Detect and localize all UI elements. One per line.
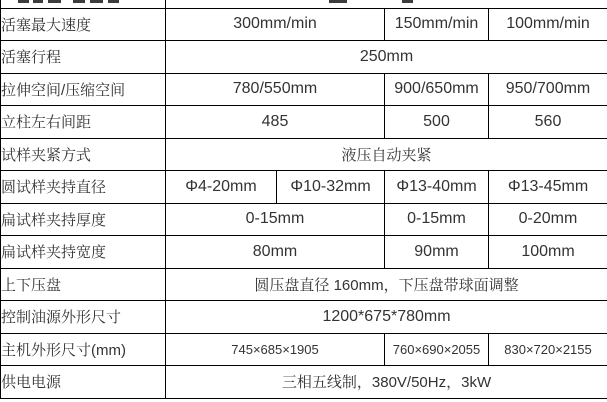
row-label-cell: 供电电源: [1, 366, 166, 399]
table-row-power-supply: [1, 366, 607, 399]
row-label-cell: 立柱左右间距: [1, 106, 166, 139]
row-value-cell: 三相五线制，380V/50Hz，3kW: [166, 366, 607, 399]
row-value-cell: 1200*675*780mm: [166, 301, 607, 334]
row-label-cell: 圆试样夹持直径: [1, 171, 166, 204]
row-value-cell: Φ10-32mm: [277, 171, 385, 204]
table-row-round-specimen-diameter: [1, 171, 607, 204]
row-value-cell: 300mm/min: [166, 8, 385, 41]
row-value-cell: 560: [489, 106, 607, 139]
clipped-text-fragment: [48, 0, 61, 3]
row-value-cell: Φ13-45mm: [489, 171, 607, 204]
row-label-cell: 试样夹紧方式: [1, 138, 166, 171]
row-label-cell: 活塞最大速度: [1, 8, 166, 41]
row-value-cell: 250mm: [166, 41, 607, 74]
row-value-cell: 760×690×2055: [385, 333, 489, 366]
row-value-cell: 150mm/min: [385, 8, 489, 41]
table-row-host-dimensions: [1, 333, 607, 366]
row-label-cell: [1, 0, 166, 8]
row-label-cell: 控制油源外形尺寸: [1, 301, 166, 334]
table-row-flat-specimen-thickness: [1, 203, 607, 236]
table-row-piston-stroke: [1, 41, 607, 74]
row-value-cell: 100mm: [489, 236, 607, 269]
row-value-cell: 500: [385, 106, 489, 139]
row-value-cell: 950/700mm: [489, 73, 607, 106]
clipped-text-fragment: [90, 0, 103, 3]
row-value-cell: 液压自动夹紧: [166, 138, 607, 171]
row-value-cell: 745×685×1905: [166, 333, 385, 366]
clipped-text-fragment: [329, 0, 347, 3]
row-value-cell: 0-20mm: [489, 203, 607, 236]
row-value-cell: 0-15mm: [385, 203, 489, 236]
clipped-text-fragment: [402, 0, 413, 3]
row-value-cell: Φ13-40mm: [385, 171, 489, 204]
row-label-cell: 上下压盘: [1, 268, 166, 301]
row-label-cell: 扁试样夹持厚度: [1, 203, 166, 236]
row-value-cell: 485: [166, 106, 385, 139]
row-label-cell: 扁试样夹持宽度: [1, 236, 166, 269]
table-row-tension-compression-space: [1, 73, 607, 106]
row-value-cell: 圆压盘直径 160mm，下压盘带球面调整: [166, 268, 607, 301]
row-label-cell: 主机外形尺寸(mm): [1, 333, 166, 366]
clipped-text-fragment: [108, 0, 119, 3]
table-row-clamping-method: [1, 138, 607, 171]
row-value-cell: 90mm: [385, 236, 489, 269]
row-value-cell: 100mm/min: [489, 8, 607, 41]
table-row-flat-specimen-width: [1, 236, 607, 269]
row-label-cell: 拉伸空间/压缩空间: [1, 73, 166, 106]
row-value-cell: Φ4-20mm: [166, 171, 277, 204]
table-row-piston-max-speed: [1, 8, 607, 41]
table-row-platens: [1, 268, 607, 301]
row-value-cell: 80mm: [166, 236, 385, 269]
table-row-column-spacing: [1, 106, 607, 139]
table-row-oil-source-dimensions: [1, 301, 607, 334]
table-row-clipped: [1, 0, 607, 8]
row-value-cell: 780/550mm: [166, 73, 385, 106]
clipped-text-fragment: [33, 0, 43, 3]
row-value-cell: 0-15mm: [166, 203, 385, 236]
row-value-cell: 900/650mm: [385, 73, 489, 106]
row-value-cell: [166, 0, 607, 8]
row-label-cell: 活塞行程: [1, 41, 166, 74]
clipped-text-fragment: [18, 0, 29, 3]
row-value-cell: 830×720×2155: [489, 333, 607, 366]
clipped-text-fragment: [73, 0, 85, 3]
